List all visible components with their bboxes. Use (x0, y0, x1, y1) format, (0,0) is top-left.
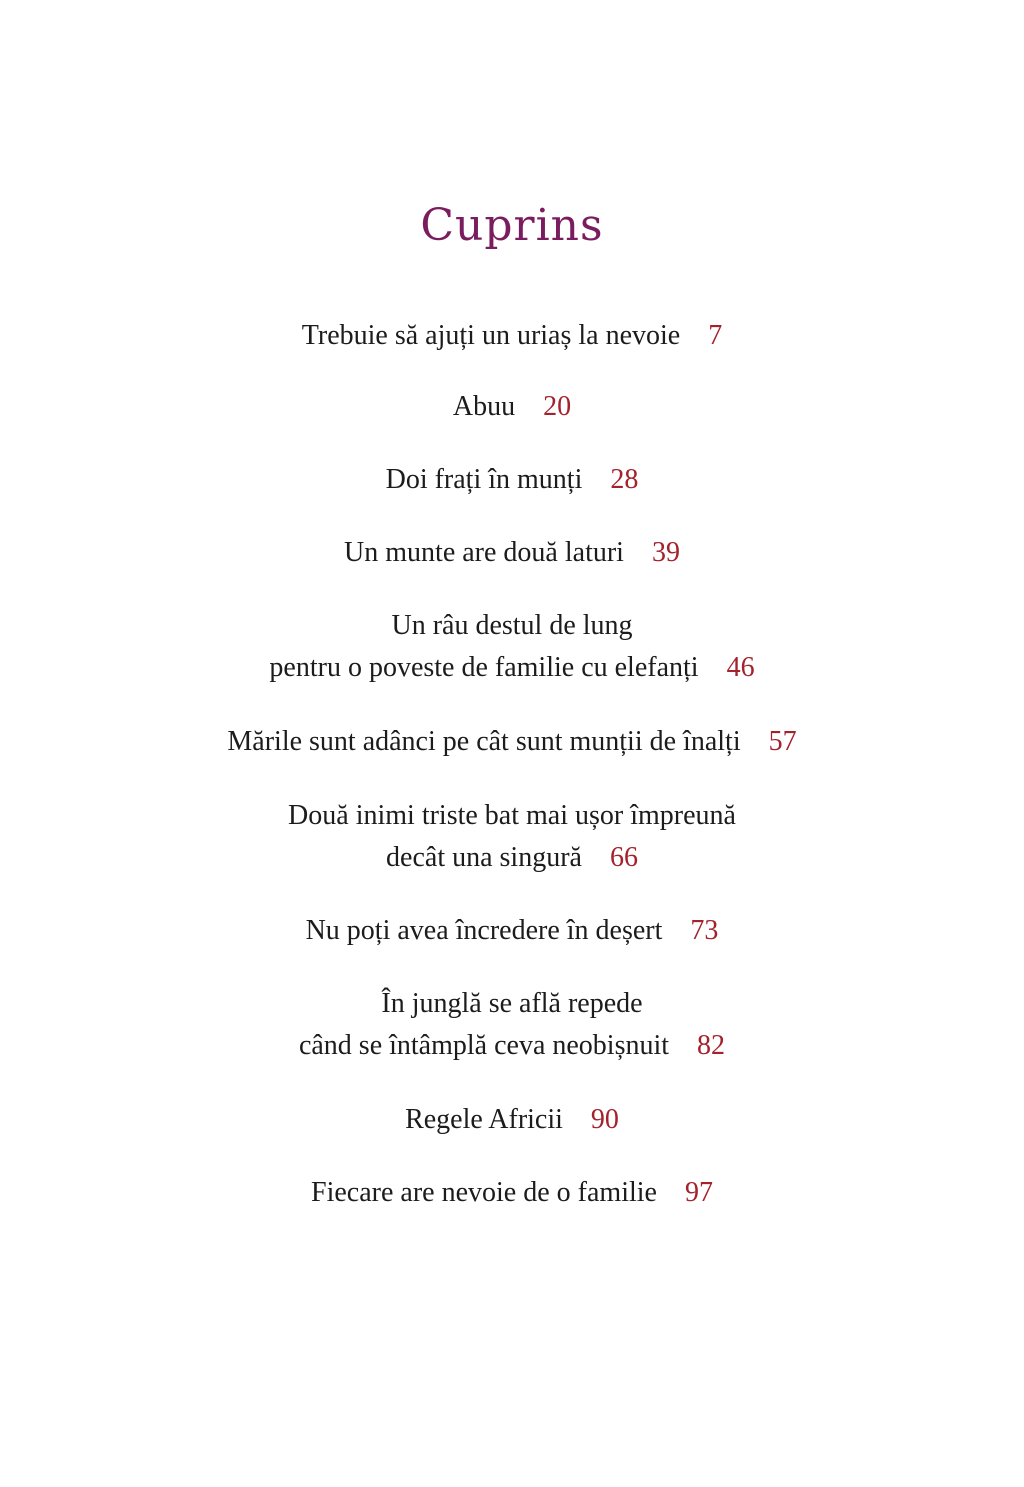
toc-entry (0, 910, 1024, 952)
toc-entry-line (0, 386, 1024, 428)
toc-entry-title: Fiecare are nevoie de o familie (311, 1177, 657, 1208)
toc-entry-title: când se întâmplă ceva neobișnuit (298, 1030, 670, 1061)
toc-entry (0, 1099, 1024, 1141)
toc-entry (0, 386, 1024, 428)
page-title: Cuprins (420, 200, 604, 251)
toc-entry-line (0, 1099, 1024, 1141)
toc-entry-line (0, 795, 1024, 837)
toc-page-number: 90 (590, 1104, 619, 1135)
toc-page-number: 20 (543, 391, 572, 422)
toc-page-number: 7 (708, 320, 723, 351)
toc-page-number: 66 (609, 842, 638, 873)
toc-page-number: 97 (684, 1177, 713, 1208)
toc-entry-line (0, 910, 1024, 952)
toc-entry-title: Doi frați în munți (385, 464, 583, 495)
toc-page-number: 28 (610, 464, 639, 495)
toc-entry-line (0, 647, 1024, 689)
toc-entry-line (0, 1172, 1024, 1214)
toc-entry-title: Nu poți avea încredere în deșert (305, 915, 663, 946)
toc-entry (0, 983, 1024, 1067)
toc-page-number: 46 (726, 652, 755, 683)
toc-page-number: 39 (651, 537, 680, 568)
toc-page-number: 73 (690, 915, 719, 946)
toc-entry-title: În junglă se află repede (381, 988, 643, 1019)
toc-entry-title: pentru o poveste de familie cu elefanți (269, 652, 699, 683)
toc-entry-line (0, 1025, 1024, 1067)
toc-entry-line (0, 459, 1024, 501)
toc-entry-line (0, 983, 1024, 1025)
toc-entry-title: Două inimi triste bat mai ușor împreună (288, 800, 736, 831)
toc-entry (0, 795, 1024, 879)
toc-page-number: 57 (768, 726, 797, 757)
toc-entry (0, 1172, 1024, 1214)
toc-entry-line (0, 605, 1024, 647)
toc-entry-line (0, 532, 1024, 574)
toc-entry-title: Trebuie să ajuți un uriaș la nevoie (301, 320, 681, 351)
toc-entry-title: Abuu (452, 391, 516, 422)
toc-entry (0, 315, 1024, 357)
toc-entry-title: decât una singură (386, 842, 582, 873)
toc-entry-title: Regele Africii (405, 1104, 563, 1135)
toc-entry-title: Mările sunt adânci pe cât sunt munții de înalți (227, 726, 741, 757)
toc-page-number: 82 (697, 1030, 726, 1061)
toc-entry (0, 532, 1024, 574)
toc-entry-line (0, 315, 1024, 357)
toc-entry (0, 459, 1024, 501)
toc-entry (0, 721, 1024, 763)
toc-entry (0, 605, 1024, 689)
toc-entry-line (0, 837, 1024, 879)
toc-entry-title: Un râu destul de lung (391, 610, 633, 641)
toc-entry-line (0, 721, 1024, 763)
toc-entry-title: Un munte are două laturi (344, 537, 624, 568)
